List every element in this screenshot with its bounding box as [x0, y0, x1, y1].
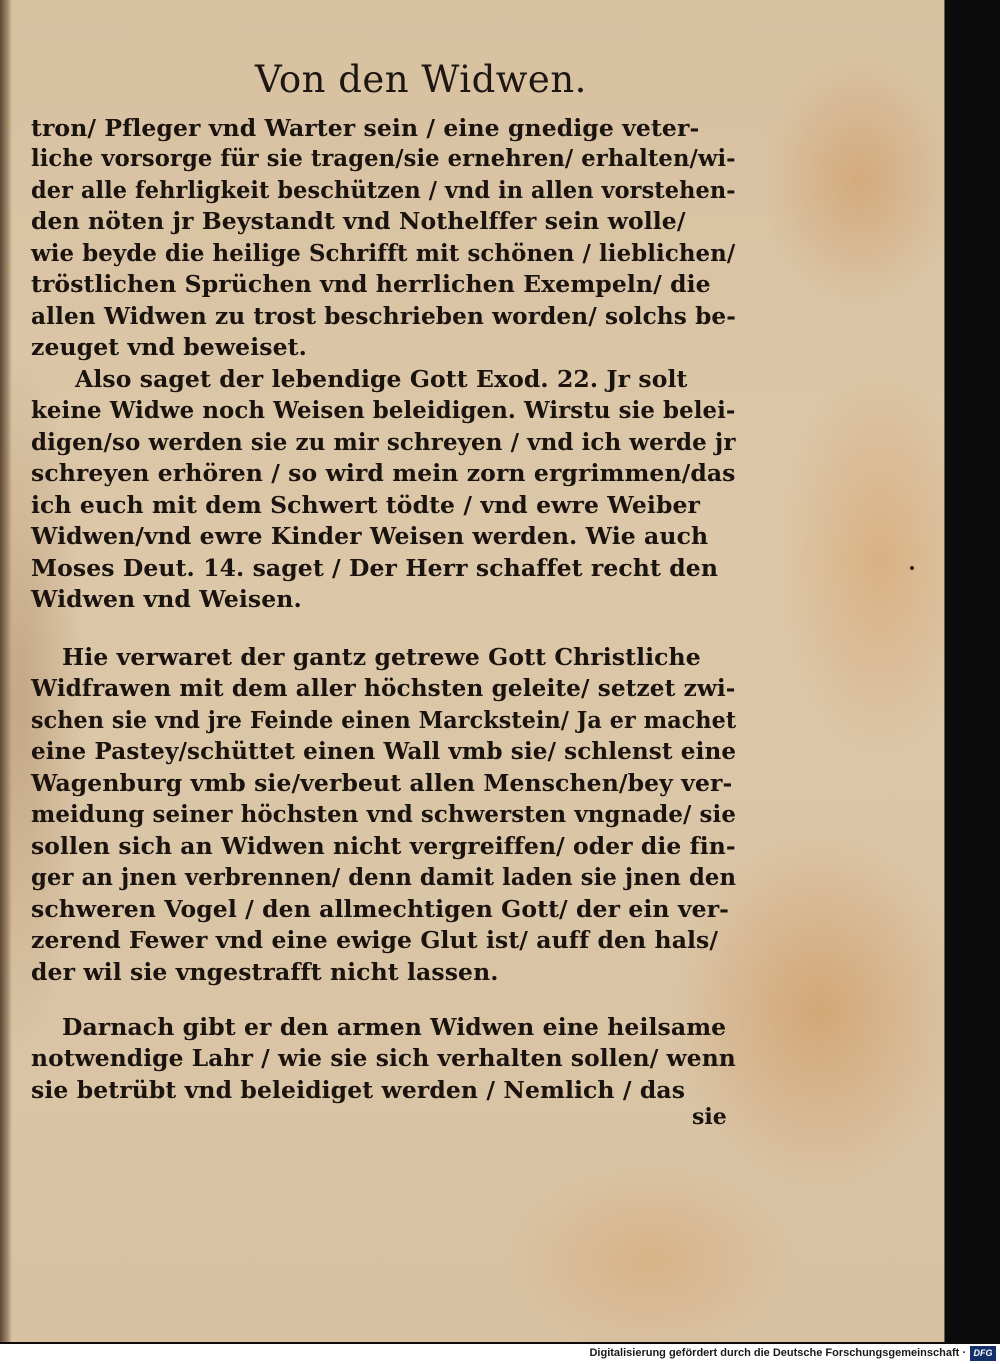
- text-line: der alle fehrligkeit beschützen / vnd in allen vorstehen-: [31, 176, 736, 204]
- dfg-logo: DFG: [970, 1346, 996, 1361]
- ink-speck: [910, 566, 914, 570]
- text-line: Widwen vnd Weisen.: [31, 585, 302, 613]
- text-line: allen Widwen zu trost beschrieben worden/ solchs be-: [31, 302, 737, 330]
- text-line: ger an jnen verbrennen/ denn damit laden sie jnen den: [31, 863, 737, 891]
- text-line: Hie verwaret der gantz getrewe Gott Christliche: [62, 643, 701, 671]
- text-line: keine Widwe noch Weisen beleidigen. Wirstu sie belei-: [31, 396, 736, 424]
- text-line: notwendige Lahr / wie sie sich verhalten sollen/ wenn: [31, 1044, 736, 1072]
- text-line: tron/ Pfleger vnd Warter sein / eine gnedige veter-: [31, 114, 700, 142]
- text-line: schweren Vogel / den allmechtigen Gott/ der ein ver-: [31, 895, 730, 923]
- text-line: der wil sie vngestrafft nicht lassen.: [31, 958, 499, 986]
- text-line: tröstlichen Sprüchen vnd herrlichen Exempeln/ die: [31, 270, 711, 298]
- text-line: ich euch mit dem Schwert tödte / vnd ewre Weiber: [31, 491, 701, 519]
- page-edge: [0, 0, 12, 1342]
- funding-notice: Digitalisierung gefördert durch die Deutsche Forschungsgemeinschaft ·: [589, 1347, 966, 1359]
- text-line: Darnach gibt er den armen Widwen eine heilsame: [62, 1013, 727, 1041]
- text-line: eine Pastey/schüttet einen Wall vmb sie/ schlenst eine: [31, 737, 737, 765]
- text-line: schreyen erhören / so wird mein zorn ergrimmen/das: [31, 459, 736, 487]
- text-line: digen/so werden sie zu mir schreyen / vnd ich werde jr: [31, 428, 736, 456]
- footer-bar: [0, 1344, 1000, 1364]
- catchword: sie: [692, 1104, 727, 1130]
- text-line: Wagenburg vmb sie/verbeut allen Menschen/bey ver-: [31, 769, 733, 797]
- text-line: den nöten jr Beystandt vnd Nothelffer sein wolle/: [31, 207, 686, 235]
- text-line: zerend Fewer vnd eine ewige Glut ist/ auff den hals/: [31, 926, 719, 954]
- text-line: Also saget der lebendige Gott Exod. 22. Jr solt: [75, 365, 688, 393]
- text-line: sie betrübt vnd beleidiget werden / Nemlich / das: [31, 1076, 686, 1104]
- text-line: Widwen/vnd ewre Kinder Weisen werden. Wie auch: [31, 522, 709, 550]
- text-line: zeuget vnd beweiset.: [31, 333, 307, 361]
- text-line: liche vorsorge für sie tragen/sie ernehren/ erhalten/wi-: [31, 144, 736, 172]
- text-line: sollen sich an Widwen nicht vergreiffen/ oder die fin-: [31, 832, 736, 860]
- running-head: Von den Widwen.: [255, 58, 587, 101]
- text-line: schen sie vnd jre Feinde einen Marckstein/ Ja er machet: [31, 706, 737, 734]
- text-line: Widfrawen mit dem aller höchsten geleite/ setzet zwi-: [31, 674, 736, 702]
- text-line: wie beyde die heilige Schrifft mit schönen / lieblichen/: [31, 239, 736, 267]
- text-line: meidung seiner höchsten vnd schwersten vngnade/ sie: [31, 800, 736, 828]
- text-line: Moses Deut. 14. saget / Der Herr schaffet recht den: [31, 554, 719, 582]
